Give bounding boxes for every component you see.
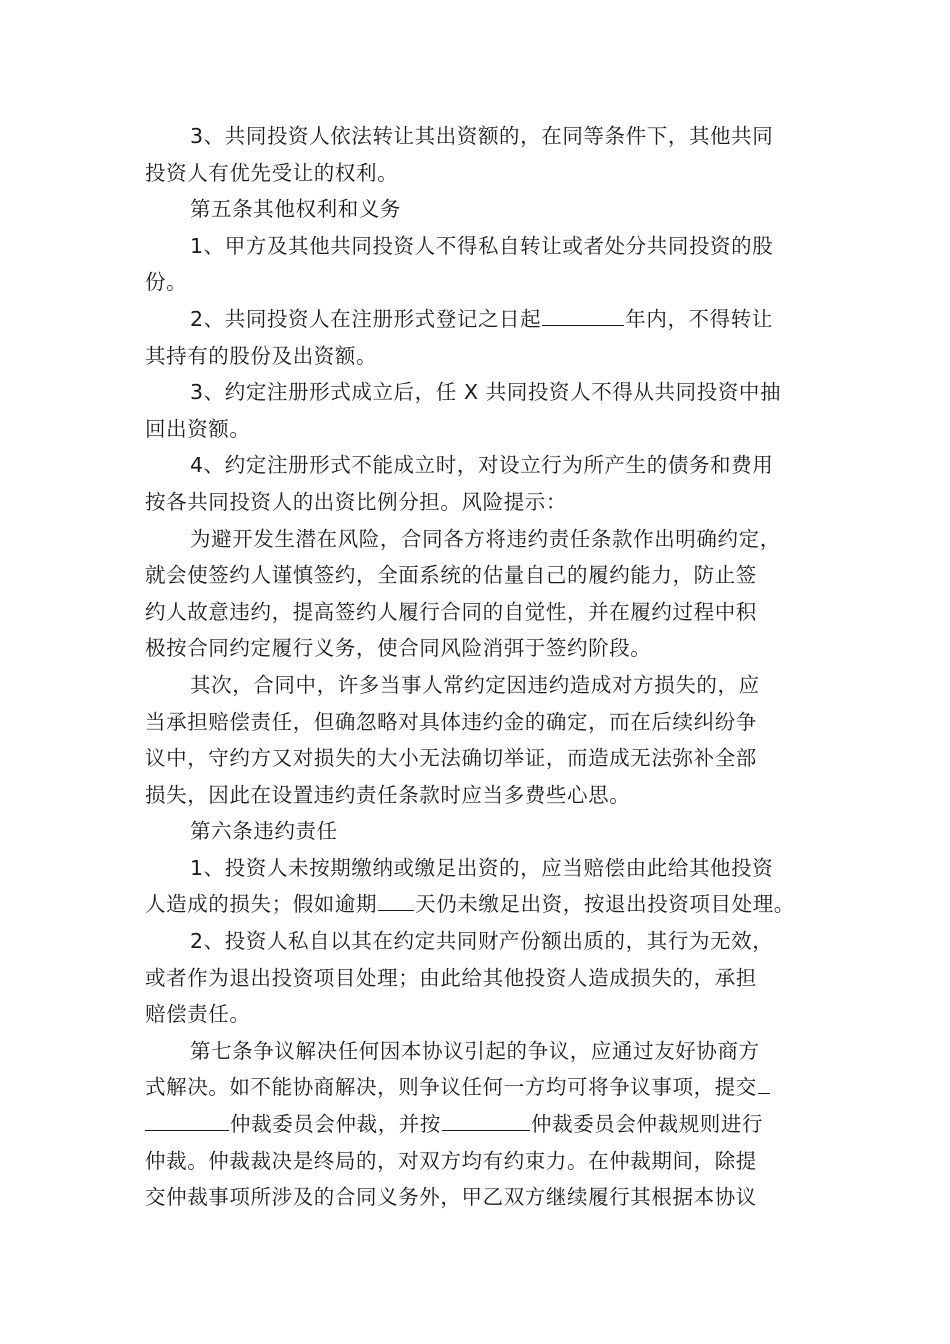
art5-item-2-text-before-blank: 2、共同投资人在注册形式登记之日起 <box>190 306 542 331</box>
risk-para-2-line-4: 损失，因此在设置违约责任条款时应当多费些心思。 <box>145 782 631 807</box>
article-7-line-4: 仲裁。仲裁裁决是终局的，对双方均有约束力。在仲裁期间，除提 <box>145 1148 757 1173</box>
art5-item-4-line-1: 4、约定注册形式不能成立时，对设立行为所产生的债务和费用 <box>190 453 774 478</box>
risk-para-1-line-4: 极按合同约定履行义务，使合同风险消弭于签约阶段。 <box>145 636 652 661</box>
art5-item-1-line-2: 份。 <box>145 270 188 295</box>
art6-item-2-line-2: 或者作为退出投资项目处理；由此给其他投资人造成损失的，承担 <box>145 965 757 990</box>
arbitration-body-blank-field[interactable] <box>145 1108 229 1131</box>
risk-para-1-line-3: 约人故意违约，提高签约人履行合同的自觉性，并在履约过程中积 <box>145 599 757 624</box>
clause-3-line-1: 3、共同投资人依法转让其出资额的，在同等条件下，其他共同 <box>190 124 774 148</box>
article-7-line-5: 交仲裁事项所涉及的合同义务外，甲乙双方继续履行其根据本协议 <box>145 1185 757 1210</box>
art6-item-2-line-1: 2、投资人私自以其在约定共同财产份额出质的，其行为无效， <box>190 929 774 954</box>
art6-item-1-text-before-blank: 人造成的损失；假如逾期 <box>145 892 378 917</box>
art5-item-2-text-after-blank: 年内，不得转让 <box>625 306 773 331</box>
article-7-line-3-text-after: 仲裁委员会仲裁规则进行 <box>531 1112 764 1137</box>
art6-item-2-line-3: 赔偿责任。 <box>145 1002 251 1027</box>
clause-3-line-2: 投资人有优先受让的权利。 <box>145 160 399 185</box>
article-5-heading: 第五条其他权利和义务 <box>190 197 401 222</box>
risk-para-1-line-2: 就会使签约人谨慎签约，全面系统的估量自己的履约能力，防止签 <box>145 563 757 588</box>
document-body <box>145 118 815 1216</box>
risk-para-2-line-2: 当承担赔偿责任，但确忽略对具体违约金的确定，而在后续纠纷争 <box>145 709 757 734</box>
article-7-line-2 <box>145 1069 815 1106</box>
risk-para-2-line-1: 其次，合同中，许多当事人常约定因违约造成对方损失的，应 <box>190 672 760 697</box>
article-6-heading: 第六条违约责任 <box>190 819 338 844</box>
arbitration-body-blank-start[interactable] <box>758 1071 770 1094</box>
risk-para-2-line-3: 议中，守约方又对损失的大小无法确切举证，而造成无法弥补全部 <box>145 746 757 771</box>
art6-item-1-text-after-blank: 天仍未缴足出资，按退出投资项目处理。 <box>415 892 795 917</box>
art6-item-1-line-2 <box>145 886 815 923</box>
arbitration-rules-blank-field[interactable] <box>442 1108 530 1131</box>
years-blank-field[interactable] <box>542 303 624 326</box>
art5-item-2-line-2: 其持有的股份及出资额。 <box>145 343 378 368</box>
art5-item-2-line-1 <box>145 301 815 338</box>
risk-para-1-line-1: 为避开发生潜在风险，合同各方将违约责任条款作出明确约定， <box>190 526 781 551</box>
article-7-line-2-text: 式解决。如不能协商解决，则争议任何一方均可将争议事项，提交 <box>145 1075 757 1100</box>
art5-item-1-line-1: 1、甲方及其他共同投资人不得私自转让或者处分共同投资的股 <box>190 233 774 258</box>
art5-item-3-line-1: 3、约定注册形式成立后，任 X 共同投资人不得从共同投资中抽 <box>190 380 782 405</box>
article-7-line-3 <box>145 1106 815 1143</box>
art5-item-4-line-2: 按各共同投资人的出资比例分担。风险提示： <box>145 489 567 514</box>
days-blank-field[interactable] <box>378 888 414 911</box>
article-7-line-3-text-middle: 仲裁委员会仲裁，并按 <box>230 1112 441 1137</box>
art5-item-3-line-2: 回出资额。 <box>145 416 251 441</box>
article-7-line-1: 第七条争议解决任何因本协议引起的争议，应通过友好协商方 <box>190 1038 760 1063</box>
art6-item-1-line-1: 1、投资人未按期缴纳或缴足出资的，应当赔偿由此给其他投资 <box>190 855 774 880</box>
